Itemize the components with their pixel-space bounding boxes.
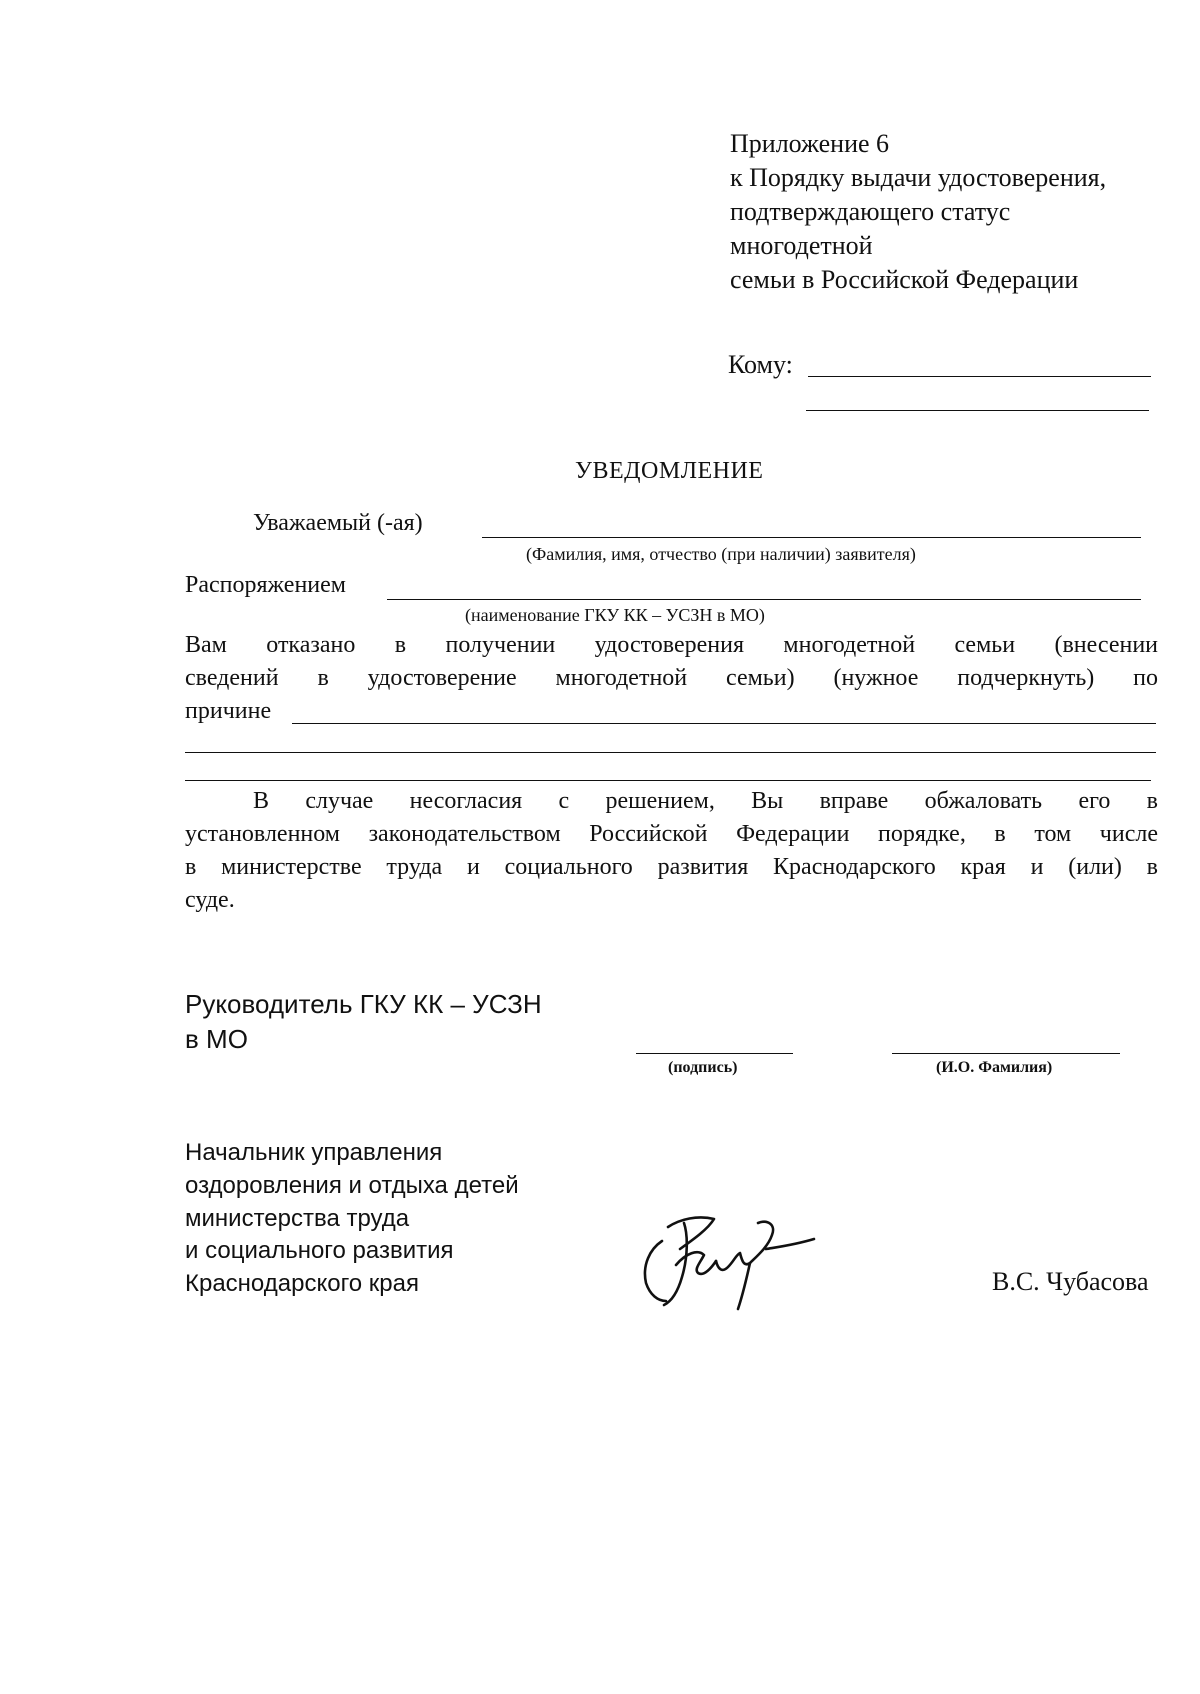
handwritten-signature xyxy=(628,1205,828,1315)
order-label: Распоряжением xyxy=(185,572,346,598)
official-position-line: и социального развития xyxy=(185,1237,454,1264)
head-signature-line xyxy=(636,1053,793,1054)
greeting-hint: (Фамилия, имя, отчество (при наличии) заявителя) xyxy=(526,544,916,564)
reason-line-2 xyxy=(185,752,1156,753)
refusal-line-2: сведений в удостоверение многодетной семьи) (нужное подчеркнуть) по xyxy=(185,665,1158,691)
head-name-hint: (И.О. Фамилия) xyxy=(936,1059,1053,1076)
reason-line-1 xyxy=(292,723,1156,724)
header-line: к Порядку выдачи удостоверения, xyxy=(730,163,1107,192)
header-line: Приложение 6 xyxy=(730,129,890,158)
document-title: УВЕДОМЛЕНИЕ xyxy=(575,458,764,484)
official-position-line: Начальник управления xyxy=(185,1139,443,1166)
order-line xyxy=(387,599,1141,600)
order-hint: (наименование ГКУ КК – УСЗН в МО) xyxy=(465,605,765,625)
reason-label: причине xyxy=(185,698,272,724)
appeal-line-2: установленном законодательством Российской Федерации порядке, в том числе xyxy=(185,821,1158,847)
official-position-line: министерства труда xyxy=(185,1205,410,1232)
head-title-line-2: в МО xyxy=(185,1024,248,1054)
recipient-line-2 xyxy=(806,410,1149,411)
appeal-line-1: В случае несогласия с решением, Вы вправе обжаловать его в xyxy=(253,788,1158,814)
head-name-line xyxy=(892,1053,1120,1054)
official-position-line: Краснодарского края xyxy=(185,1270,419,1297)
greeting-label: Уважаемый (-ая) xyxy=(253,510,423,536)
header-line: семьи в Российской Федерации xyxy=(730,265,1079,294)
refusal-line-1: Вам отказано в получении удостоверения многодетной семьи (внесении xyxy=(185,632,1158,658)
greeting-line xyxy=(482,537,1141,538)
recipient-line-1 xyxy=(808,376,1151,377)
head-signature-hint: (подпись) xyxy=(668,1059,738,1076)
reason-line-3 xyxy=(185,780,1151,781)
official-position-line: оздоровления и отдыха детей xyxy=(185,1172,519,1199)
header-line: подтверждающего статус xyxy=(730,197,1011,226)
head-title-line-1: Руководитель ГКУ КК – УСЗН xyxy=(185,989,542,1019)
recipient-label: Кому: xyxy=(728,350,793,379)
header-line: многодетной xyxy=(730,231,873,260)
official-name: В.С. Чубасова xyxy=(992,1267,1149,1296)
appeal-line-3: в министерстве труда и социального развития Краснодарского края и (или) в xyxy=(185,854,1158,880)
appeal-line-4: суде. xyxy=(185,887,235,913)
